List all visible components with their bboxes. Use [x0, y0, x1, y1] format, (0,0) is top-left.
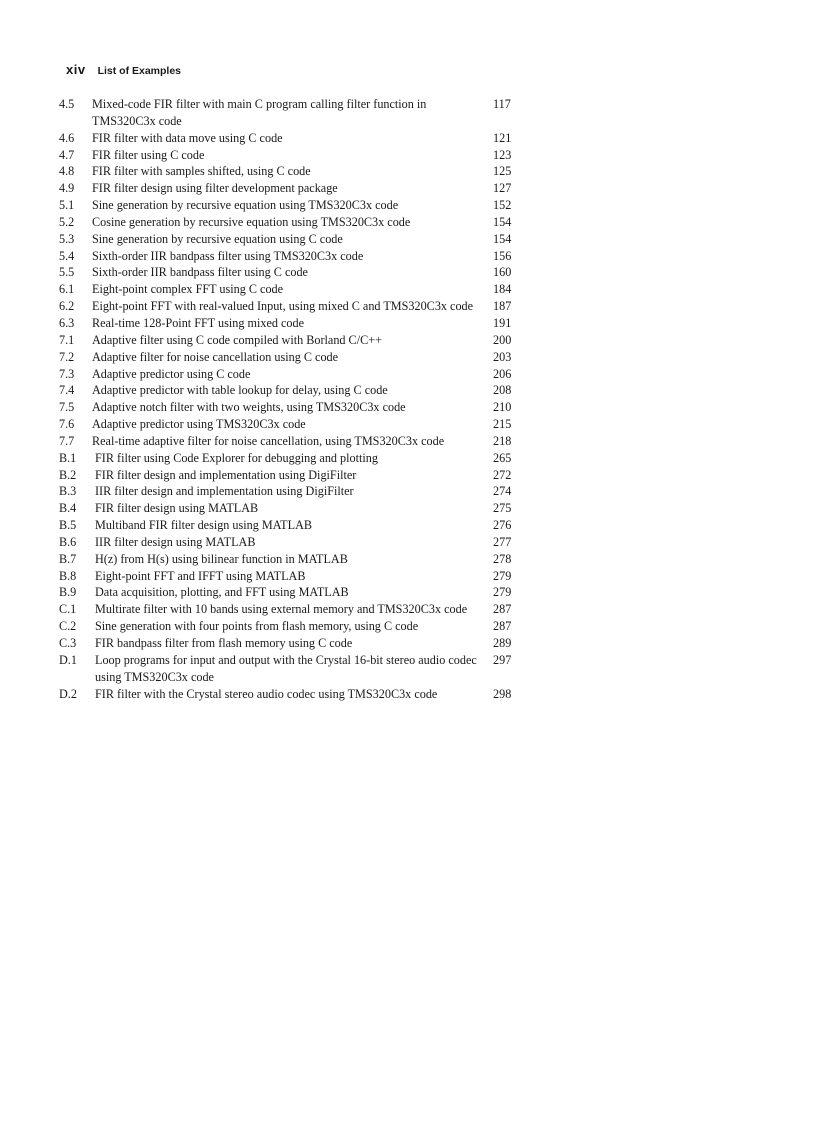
- example-number: 4.6: [59, 130, 75, 145]
- example-entry: [59, 652, 519, 686]
- example-title: FIR filter using Code Explorer for debugging and plotting: [95, 450, 378, 465]
- example-text: [59, 147, 489, 164]
- example-page-number: 154: [493, 214, 512, 229]
- example-entry: [59, 584, 519, 601]
- example-title: Adaptive predictor with table lookup for delay, using C code: [92, 383, 388, 398]
- example-entry: [59, 635, 519, 652]
- example-entry: [59, 483, 519, 500]
- example-entry: [59, 315, 519, 332]
- example-text: [59, 197, 489, 214]
- example-page-number: 156: [493, 248, 512, 263]
- example-title: Mixed-code FIR filter with main C program calling filter function in TMS320C3x code: [92, 97, 427, 128]
- example-text: [59, 517, 489, 534]
- example-text: [59, 635, 489, 652]
- example-entry: [59, 399, 519, 416]
- example-page-number: 218: [493, 433, 512, 448]
- example-number: 6.1: [59, 282, 75, 297]
- example-entry: [59, 197, 519, 214]
- example-number: B.4: [59, 501, 77, 516]
- example-text: [59, 601, 489, 618]
- example-number: 5.3: [59, 231, 75, 246]
- example-page-number: 117: [493, 97, 511, 111]
- example-text: [59, 298, 489, 315]
- running-header: [66, 62, 181, 82]
- example-number: B.1: [59, 450, 77, 465]
- example-title: Eight-point complex FFT using C code: [92, 282, 284, 297]
- example-page-number: 287: [493, 619, 512, 634]
- example-text: [59, 686, 489, 703]
- example-title: IIR filter design using MATLAB: [95, 534, 256, 549]
- example-title: Sine generation by recursive equation using TMS320C3x code: [92, 198, 399, 213]
- example-number: B.8: [59, 568, 77, 583]
- example-title: Sine generation by recursive equation using C code: [92, 231, 343, 246]
- example-title: Real-time adaptive filter for noise cancellation, using TMS320C3x code: [92, 433, 445, 448]
- example-text: [59, 584, 489, 601]
- example-page-number: 279: [493, 585, 512, 600]
- example-page-number: 287: [493, 602, 512, 617]
- example-entry: [59, 298, 519, 315]
- example-number: 4.7: [59, 147, 75, 162]
- example-entry: [59, 534, 519, 551]
- example-title: FIR filter with the Crystal stereo audio codec using TMS320C3x code: [95, 686, 438, 701]
- example-number: 7.3: [59, 366, 75, 381]
- example-title: FIR filter using C code: [92, 147, 205, 162]
- example-entry: [59, 366, 519, 383]
- example-number: C.2: [59, 619, 77, 634]
- example-page-number: 121: [493, 130, 512, 145]
- example-number: C.1: [59, 602, 77, 617]
- example-number: B.3: [59, 484, 77, 499]
- example-page-number: 275: [493, 501, 512, 516]
- example-number: B.7: [59, 551, 77, 566]
- example-entry: [59, 214, 519, 231]
- example-number: B.5: [59, 518, 77, 533]
- example-page-number: 265: [493, 450, 512, 465]
- example-title: Loop programs for input and output with the Crystal 16-bit stereo audio codec using TMS320C3x code: [95, 652, 477, 684]
- list-of-examples: [59, 96, 519, 702]
- example-entry: [59, 96, 519, 130]
- example-title: Adaptive filter using C code compiled with Borland C/C++: [92, 332, 382, 347]
- example-text: [59, 332, 489, 349]
- example-number: 5.1: [59, 198, 75, 213]
- example-number: 6.2: [59, 299, 75, 314]
- example-title: H(z) from H(s) using bilinear function in MATLAB: [95, 551, 348, 566]
- example-text: [59, 231, 489, 248]
- example-page-number: 215: [493, 417, 512, 432]
- example-title: FIR filter design using filter development package: [92, 181, 338, 196]
- example-number: 7.7: [59, 433, 75, 448]
- example-page-number: 272: [493, 467, 512, 482]
- example-entry: [59, 686, 519, 703]
- example-number: 7.5: [59, 400, 75, 415]
- example-title: FIR filter design and implementation using DigiFilter: [95, 467, 357, 482]
- example-number: 5.5: [59, 265, 75, 280]
- example-entry: [59, 180, 519, 197]
- example-number: 5.2: [59, 214, 75, 229]
- example-title: Real-time 128-Point FFT using mixed code: [92, 315, 305, 330]
- example-number: B.6: [59, 534, 77, 549]
- example-page-number: 125: [493, 164, 512, 179]
- example-number: D.2: [59, 686, 77, 701]
- example-title: Multiband FIR filter design using MATLAB: [95, 518, 312, 533]
- example-title: Adaptive filter for noise cancellation using C code: [92, 349, 339, 364]
- example-text: [59, 180, 489, 197]
- page-number: xiv: [66, 62, 86, 77]
- example-title: Data acquisition, plotting, and FFT using MATLAB: [95, 585, 349, 600]
- example-title: Adaptive predictor using TMS320C3x code: [92, 417, 306, 432]
- example-title: FIR bandpass filter from flash memory using C code: [95, 636, 353, 650]
- example-text: [59, 450, 489, 467]
- example-title: FIR filter with data move using C code: [92, 130, 283, 145]
- example-text: [59, 248, 489, 265]
- example-title: Adaptive predictor using C code: [92, 366, 251, 381]
- example-page-number: 278: [493, 551, 512, 566]
- example-entry: [59, 130, 519, 147]
- example-text: [59, 264, 489, 281]
- example-text: [59, 416, 489, 433]
- example-entry: [59, 248, 519, 265]
- example-number: 7.1: [59, 332, 75, 347]
- example-page-number: 208: [493, 383, 512, 398]
- example-page-number: 274: [493, 484, 512, 499]
- example-number: 4.5: [59, 97, 75, 111]
- example-title: FIR filter with samples shifted, using C code: [92, 164, 311, 179]
- example-entry: [59, 601, 519, 618]
- example-page-number: 206: [493, 366, 512, 381]
- example-page-number: 160: [493, 265, 512, 280]
- example-title: Sixth-order IIR bandpass filter using TMS320C3x code: [92, 248, 364, 263]
- example-entry: [59, 500, 519, 517]
- example-page-number: 277: [493, 534, 512, 549]
- example-number: D.1: [59, 652, 77, 667]
- example-page-number: 127: [493, 181, 512, 196]
- example-page-number: 154: [493, 231, 512, 246]
- example-text: [59, 399, 489, 416]
- example-entry: [59, 147, 519, 164]
- example-number: C.3: [59, 636, 77, 650]
- example-entry: [59, 349, 519, 366]
- example-entry: [59, 332, 519, 349]
- example-text: [59, 382, 489, 399]
- example-number: B.9: [59, 585, 77, 600]
- example-page-number: 191: [493, 315, 512, 330]
- example-entry: [59, 450, 519, 467]
- example-text: [59, 163, 489, 180]
- example-page-number: 297: [493, 652, 512, 667]
- example-title: Adaptive notch filter with two weights, using TMS320C3x code: [92, 400, 406, 415]
- example-entry: [59, 163, 519, 180]
- example-page-number: 203: [493, 349, 512, 364]
- example-entry: [59, 382, 519, 399]
- example-text: [59, 433, 489, 450]
- example-entry: [59, 281, 519, 298]
- example-page-number: 152: [493, 198, 512, 213]
- example-number: 5.4: [59, 248, 75, 263]
- example-number: 7.4: [59, 383, 75, 398]
- example-title: Eight-point FFT and IFFT using MATLAB: [95, 568, 306, 583]
- example-text: [59, 96, 489, 130]
- example-entry: [59, 517, 519, 534]
- example-text: [59, 500, 489, 517]
- example-entry: [59, 433, 519, 450]
- example-number: B.2: [59, 467, 77, 482]
- example-title: Sixth-order IIR bandpass filter using C code: [92, 265, 308, 280]
- example-page-number: 289: [493, 636, 512, 650]
- example-text: [59, 483, 489, 500]
- example-title: Sine generation with four points from flash memory, using C code: [95, 619, 419, 634]
- example-page-number: 276: [493, 518, 512, 533]
- example-text: [59, 551, 489, 568]
- example-text: [59, 130, 489, 147]
- example-text: [59, 568, 489, 585]
- running-title: List of Examples: [97, 65, 182, 77]
- example-page-number: 210: [493, 400, 512, 415]
- example-page-number: 123: [493, 147, 512, 162]
- example-text: [59, 467, 489, 484]
- example-text: [59, 281, 489, 298]
- example-page-number: 279: [493, 568, 512, 583]
- example-title: IIR filter design and implementation using DigiFilter: [95, 484, 354, 499]
- example-page-number: 298: [493, 686, 512, 701]
- example-number: 7.6: [59, 417, 75, 432]
- example-page-number: 184: [493, 282, 512, 297]
- example-entry: [59, 264, 519, 281]
- example-number: 6.3: [59, 315, 75, 330]
- example-entry: [59, 618, 519, 635]
- example-entry: [59, 231, 519, 248]
- example-title: Multirate filter with 10 bands using external memory and TMS320C3x code: [95, 602, 468, 617]
- example-title: FIR filter design using MATLAB: [95, 501, 259, 516]
- example-entry: [59, 568, 519, 585]
- example-page-number: 200: [493, 332, 512, 347]
- example-page-number: 187: [493, 299, 512, 314]
- example-entry: [59, 416, 519, 433]
- example-entry: [59, 467, 519, 484]
- example-text: [59, 214, 489, 231]
- example-text: [59, 366, 489, 383]
- example-text: [59, 349, 489, 366]
- example-text: [59, 315, 489, 332]
- example-text: [59, 618, 489, 635]
- example-title: Eight-point FFT with real-valued Input, using mixed C and TMS320C3x code: [92, 299, 474, 314]
- example-number: 7.2: [59, 349, 75, 364]
- example-title: Cosine generation by recursive equation using TMS320C3x code: [92, 214, 411, 229]
- example-entry: [59, 551, 519, 568]
- example-number: 4.8: [59, 164, 75, 179]
- example-text: [59, 534, 489, 551]
- example-text: [59, 652, 489, 686]
- example-number: 4.9: [59, 181, 75, 196]
